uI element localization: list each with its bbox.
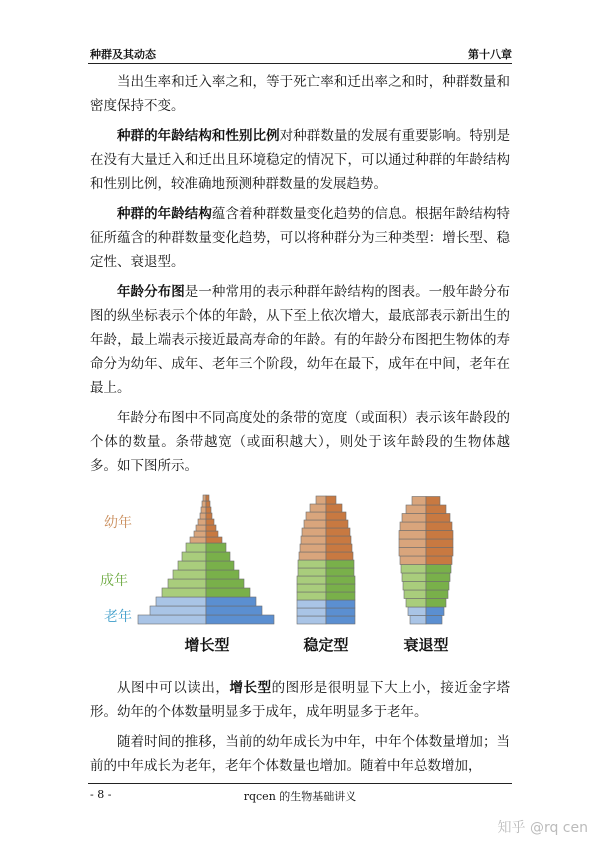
stage-label-old: 老年: [104, 609, 132, 625]
growth-bar-young-right: [206, 513, 212, 519]
growth-bar-old-right: [206, 606, 262, 615]
decline-bar-adult-left: [403, 582, 426, 591]
growth-bar-old-right: [206, 615, 274, 624]
growth-bar-young-left: [196, 525, 206, 531]
stage-label-young: 幼年: [104, 515, 132, 531]
stable-bar-old-left: [297, 600, 326, 608]
stable-bar-old-left: [297, 608, 326, 616]
paragraph-text: 从图中可以读出，: [117, 680, 230, 696]
decline-bar-young-right: [426, 539, 453, 548]
growth-bar-young-right: [206, 501, 210, 507]
type-label-growth: 增长型: [184, 636, 230, 654]
stable-bar-young-left: [310, 504, 326, 512]
decline-bar-old-left: [410, 616, 426, 625]
stable-bar-young-right: [326, 552, 353, 560]
header-chapter-number: 第十八章: [468, 48, 512, 61]
growth-bar-adult-right: [206, 570, 239, 579]
bold-term: 种群的年龄结构: [117, 206, 212, 222]
stable-bar-old-right: [326, 616, 355, 624]
growth-bar-young-right: [206, 525, 216, 531]
growth-bar-adult-right: [206, 552, 230, 561]
growth-bar-adult-right: [206, 543, 226, 552]
stable-bar-adult-left: [297, 576, 326, 584]
stable-bar-young-right: [326, 520, 348, 528]
decline-bar-old-right: [426, 616, 442, 625]
decline-bar-young-left: [400, 556, 426, 565]
paragraph-text: 随着时间的推移，当前的幼年成长为中年，中年个体数量增加；当前的中年成长为老年，老年个体数量也增加。随着中年总数增加，: [90, 734, 510, 774]
body-text-bottom: [90, 676, 510, 784]
growth-bar-young-left: [190, 537, 206, 543]
growth-bar-old-left: [150, 606, 206, 615]
paragraph: [90, 676, 510, 724]
decline-bar-young-right: [426, 497, 440, 506]
type-label-decline: 衰退型: [403, 636, 449, 654]
decline-bar-young-left: [402, 514, 426, 523]
bold-term: 增长型: [229, 680, 272, 696]
stable-bar-young-left: [316, 496, 326, 504]
footer-rule: [88, 783, 512, 784]
decline-bar-young-right: [426, 556, 452, 565]
bold-term: 种群的年龄结构和性别比例: [117, 128, 280, 144]
header-chapter-title: 种群及其动态: [90, 48, 156, 61]
body-text-top: [90, 70, 510, 484]
stable-bar-adult-right: [326, 568, 354, 576]
decline-bar-adult-right: [426, 565, 451, 574]
stable-bar-young-left: [299, 552, 326, 560]
paragraph-text: 当出生率和迁入率之和，等于死亡率和迁出率之和时，种群数量和密度保持不变。: [90, 74, 510, 114]
decline-bar-adult-right: [426, 573, 450, 582]
growth-bar-young-right: [206, 495, 209, 501]
stable-bar-adult-right: [326, 592, 355, 600]
paragraph-text: 对种群数量的发展有重要影响。特别是在没有大量迁入和迁出且环境稳定的情况下，可以通过种群的年龄结构和性别比例，较准确地预测种群数量的发展趋势。: [90, 128, 511, 192]
decline-bar-young-left: [399, 539, 426, 548]
paragraph-text: 年龄分布图中不同高度处的条带的宽度（或面积）表示该年龄段的个体的数量。条带越宽（或面积越大），则处于该年龄段的生物体越多。如下图所示。: [90, 410, 510, 474]
age-structure-figure: [90, 482, 510, 660]
growth-bar-young-left: [198, 519, 206, 525]
decline-bar-adult-right: [426, 582, 449, 591]
bold-term: 年龄分布图: [117, 284, 185, 300]
decline-bar-young-left: [399, 548, 426, 557]
stable-bar-young-left: [301, 536, 326, 544]
paragraph-text: 蕴含着种群数量变化趋势的信息。根据年龄结构特征所蕴含的种群数量变化趋势，可以将种群分为三种类型：增长型、稳定性、衰退型。: [90, 206, 510, 270]
decline-bar-adult-right: [426, 599, 446, 608]
decline-bar-young-left: [412, 497, 426, 506]
growth-bar-adult-left: [173, 570, 206, 579]
stable-bar-adult-right: [326, 584, 355, 592]
decline-bar-young-left: [406, 505, 426, 514]
stable-bar-young-right: [326, 496, 336, 504]
growth-bar-adult-left: [182, 552, 206, 561]
stable-bar-adult-right: [326, 560, 354, 568]
decline-bar-adult-left: [406, 599, 426, 608]
stable-bar-adult-left: [297, 592, 326, 600]
growth-bar-young-right: [206, 537, 222, 543]
growth-bar-adult-left: [168, 579, 206, 588]
growth-bar-young-left: [194, 531, 206, 537]
footer-title: rqcen 的生物基础讲义: [243, 790, 357, 803]
growth-bar-adult-left: [178, 561, 206, 570]
watermark: 知乎 @rq cen: [497, 820, 588, 836]
paragraph: [90, 730, 510, 778]
paragraph: [90, 280, 510, 400]
stable-bar-young-right: [326, 504, 342, 512]
stage-label-adult: 成年: [100, 573, 128, 589]
growth-bar-adult-left: [162, 588, 206, 597]
growth-bar-adult-right: [206, 579, 244, 588]
growth-bar-adult-right: [206, 561, 234, 570]
growth-bar-adult-right: [206, 588, 250, 597]
stable-bar-adult-right: [326, 576, 355, 584]
growth-bar-young-right: [206, 531, 218, 537]
decline-bar-old-left: [408, 607, 426, 616]
decline-bar-young-left: [400, 522, 426, 531]
paragraph: [90, 202, 510, 274]
growth-bar-young-right: [206, 519, 214, 525]
stable-bar-young-right: [326, 528, 350, 536]
decline-bar-young-right: [426, 548, 453, 557]
growth-bar-old-left: [138, 615, 206, 624]
paragraph-text: 是一种常用的表示种群年龄结构的图表。一般年龄分布图的纵坐标表示个体的年龄，从下至上依次增大，最底部表示新出生的年龄，最上端表示接近最高寿命的年龄。有的年龄分布图把生物体的寿命分为幼年、成年、老年三个阶段，幼年在最下，成年在中间，老年在最上。: [90, 284, 511, 396]
stable-bar-old-left: [297, 616, 326, 624]
decline-bar-young-right: [426, 505, 446, 514]
paragraph: [90, 70, 510, 118]
type-label-stable: 稳定型: [303, 636, 349, 654]
decline-bar-young-left: [399, 531, 426, 540]
paragraph: [90, 124, 510, 196]
growth-bar-young-right: [206, 507, 211, 513]
decline-bar-young-right: [426, 531, 453, 540]
stable-bar-adult-left: [298, 560, 326, 568]
page-header: [0, 0, 600, 68]
stable-bar-young-left: [302, 528, 326, 536]
stable-bar-old-right: [326, 600, 355, 608]
stable-bar-old-right: [326, 608, 355, 616]
decline-bar-young-right: [426, 522, 452, 531]
stable-bar-young-right: [326, 544, 352, 552]
paragraph: [90, 406, 510, 478]
decline-bar-young-right: [426, 514, 450, 523]
header-rule: [88, 63, 512, 64]
stable-bar-young-left: [304, 520, 326, 528]
stable-bar-young-right: [326, 536, 351, 544]
growth-bar-young-left: [200, 513, 206, 519]
decline-bar-adult-left: [404, 590, 426, 599]
stable-bar-young-right: [326, 512, 346, 520]
paragraph-text: 的图形是很明显下大上小，接近金字塔形。幼年的个体数量明显多于成年，成年明显多于老年。: [90, 680, 511, 720]
stable-bar-young-left: [300, 544, 326, 552]
growth-bar-young-left: [202, 501, 206, 507]
page-number: - 8 -: [90, 788, 112, 801]
decline-bar-adult-left: [401, 565, 426, 574]
stable-bar-young-left: [306, 512, 326, 520]
stable-bar-adult-left: [298, 568, 326, 576]
growth-bar-old-left: [156, 597, 206, 606]
decline-bar-old-right: [426, 607, 444, 616]
growth-bar-old-right: [206, 597, 256, 606]
stable-bar-adult-left: [297, 584, 326, 592]
growth-bar-young-left: [203, 495, 206, 501]
decline-bar-adult-right: [426, 590, 448, 599]
decline-bar-adult-left: [402, 573, 426, 582]
growth-bar-young-left: [201, 507, 206, 513]
growth-bar-adult-left: [186, 543, 206, 552]
